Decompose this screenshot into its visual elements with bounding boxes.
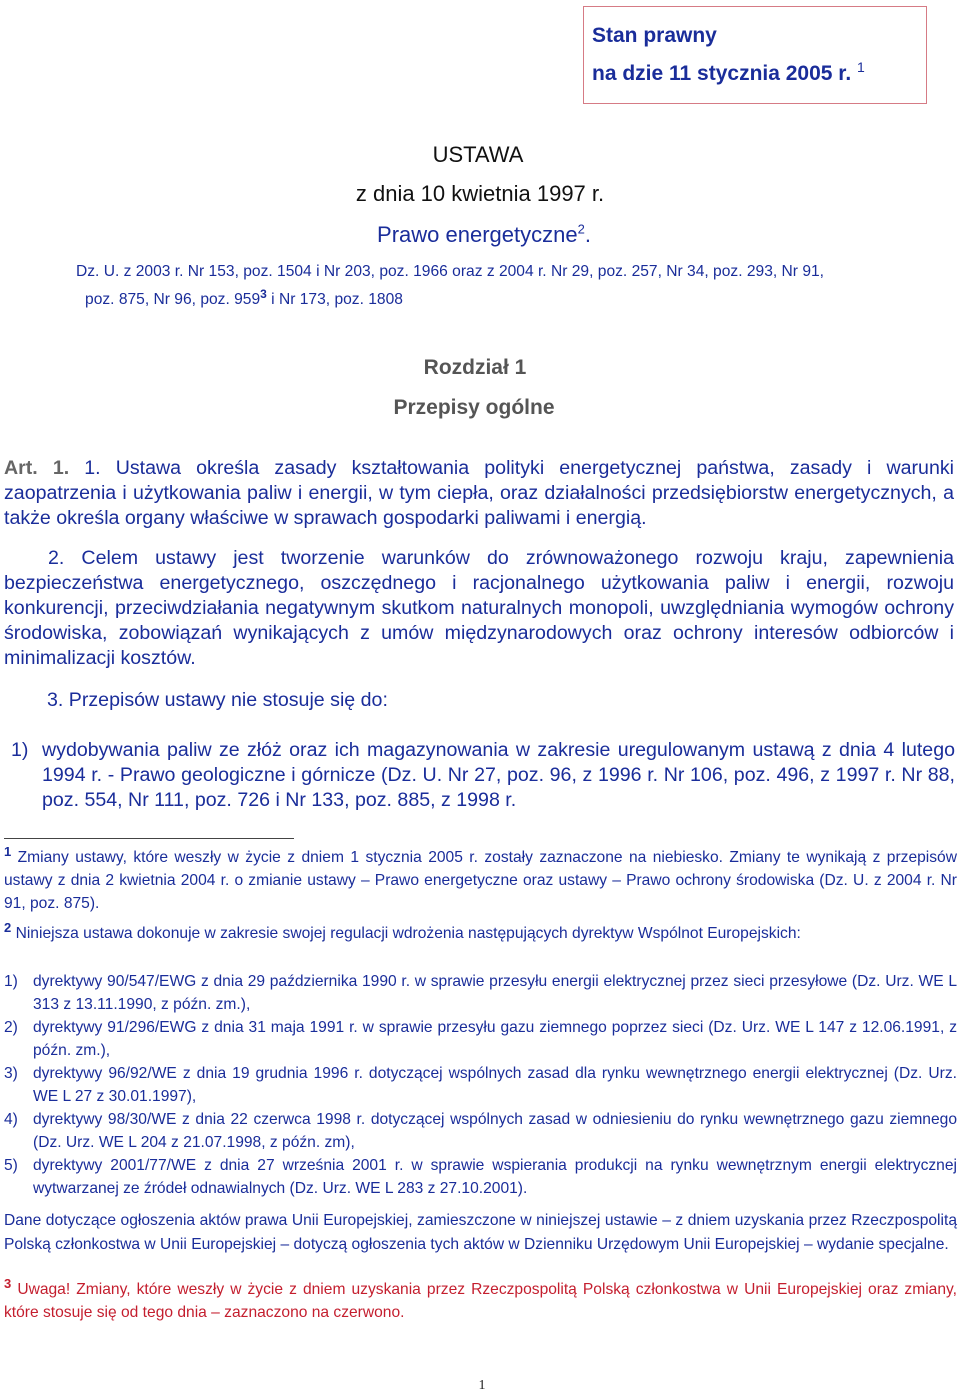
article-1-paragraph-3: 3. Przepisów ustawy nie stosuje się do:: [47, 689, 388, 711]
footnote-separator: [4, 838, 294, 839]
chapter-number: Rozdział 1: [423, 356, 527, 379]
exclusion-list-item: 1) wydobywania paliw ze złóż oraz ich magazynowania w zakresie uregulowanym ustawą z dnia 4 lutego 1994 r. - Prawo geologiczne i górnicze (Dz. U. Nr 27, poz. 96, z 1996 r. Nr 106, poz. 496, z 1997 r. Nr 88, poz. 554, Nr 111, poz. 726 i Nr 133, poz. 885, z 1998 r.: [11, 739, 955, 811]
status-line-2: na dzie 11 stycznia 2005 r. $^1$: [592, 59, 865, 85]
footnote-1: $^1$ Zmiany ustawy, które weszły w życie z dniem 1 stycznia 2005 r. zostały zaznaczone na niebiesko. Zmiany te wynikają z przepisów ustawy z dnia 2 kwietnia 2004 r. o zmianie ustawy – Prawo energetyczne oraz ustawy – Prawo ochrony środowiska (Dz. U. z 2004 r. Nr 91, poz. 875).: [4, 843, 957, 912]
page-number: 1: [478, 1378, 486, 1393]
legal-status-box: [583, 6, 927, 104]
article-label: Art. 1.: [4, 457, 70, 479]
directive-list-item: 2) dyrektywy 91/296/EWG z dnia 31 maja 1991 r. w sprawie przesyłu gazu ziemnego poprzez sieci (Dz. Urz. WE L 147 z 12.06.1991, z późn. zm.),: [4, 1019, 957, 1059]
act-name-heading: Prawo energetyczne$^2$.: [377, 221, 591, 247]
footnote-2-eu-note: Dane dotyczące ogłoszenia aktów prawa Unii Europejskiej, zamieszczone w niniejszej ustawie – z dniem uzyskania przez Rzeczpospolitą Polską członkostwa w Unii Europejskiej – dotyczą ogłoszenia tych aktów w Dzienniku Urzędowym Unii Europejskiej – wydanie specjalne.: [4, 1212, 957, 1253]
footnote-3: $^3$ Uwaga! Zmiany, które weszły w życie z dniem uzyskania przez Rzeczpospolitą Polską członkostwa w Unii Europejskiej oraz zmiany, które stosuje się od tego dnia – zaznaczono na czerwono.: [4, 1275, 957, 1321]
act-date-heading: z dnia 10 kwietnia 1997 r.: [355, 181, 605, 206]
directive-list-item: 4) dyrektywy 98/30/WE z dnia 22 czerwca 1998 r. dotyczącej wspólnych zasad w odniesieniu do rynku wewnętrznego gazu ziemnego (Dz. Urz. WE L 204 z 21.07.1998, z późn. zm),: [4, 1111, 957, 1151]
article-1-paragraph-2: 2. Celem ustawy jest tworzenie warunków do zrównoważonego rozwoju kraju, zapewnienia bezpieczeństwa energetycznego, oszczędnego i racjonalnego użytkowania paliw i energii, rozwoju konkurencji, przeciwdziałania negatywnym skutkom naturalnych monopoli, uwzględniania wymogów ochrony środowiska, zobowiązań wynikających z umów międzynarodowych oraz ochrony interesów odbiorców i minimalizacji kosztów.: [4, 547, 954, 669]
directive-list: [4, 970, 957, 1200]
directive-list-item: 5) dyrektywy 2001/77/WE z dnia 27 września 2001 r. w sprawie wspierania produkcji na rynku wewnętrznym energii elektrycznej wytwarzanej ze źródeł odnawialnych (Dz. Urz. WE L 283 z 27.10.2001).: [4, 1157, 957, 1197]
journal-reference-line-2: poz. 875, Nr 96, poz. $959^3$ i Nr 173, poz. 1808: [85, 286, 403, 308]
article-1-paragraph-1: Art. 1. 1. Ustawa określa zasady kształtowania polityki energetycznej państwa, zasady i warunki zaopatrzenia i użytkowania paliw i energii, w tym ciepła, oraz działalności przedsiębiorstw energetycznych, a także określa organy właściwe w sprawach gospodarki paliwami i energią.: [4, 457, 954, 529]
chapter-title: Przepisy ogólne: [393, 396, 555, 419]
directive-list-item: 1) dyrektywy 90/547/EWG z dnia 29 października 1990 r. w sprawie przesyłu energii elektrycznej przez sieci przesyłowe (Dz. Urz. WE L 313 z 13.11.1990, z późn. zm.),: [4, 973, 957, 1013]
act-type-heading: USTAWA: [432, 142, 524, 167]
directive-list-item: 3) dyrektywy 96/92/WE z dnia 19 grudnia 1996 r. dotyczącej wspólnych zasad dla rynku wewnętrznego energii elektrycznej (Dz. Urz. WE L 27 z 30.01.1997),: [4, 1065, 957, 1105]
footnote-2: $^2$ Niniejsza ustawa dokonuje w zakresie swojej regulacji wdrożenia następujących dyrektyw Wspólnot Europejskich:: [4, 919, 801, 942]
status-line-1: Stan prawny: [592, 24, 717, 47]
footnote-ref-2: 2: [577, 221, 585, 237]
footnote-ref-1: 1: [857, 59, 865, 75]
journal-reference-line-1: Dz. U. z 2003 r. Nr 153, poz. 1504 i Nr 203, poz. 1966 oraz z 2004 r. Nr 29, poz. 257, Nr 34, poz. 293, Nr 91,: [75, 263, 825, 280]
footnote-ref-3: 3: [260, 286, 267, 301]
